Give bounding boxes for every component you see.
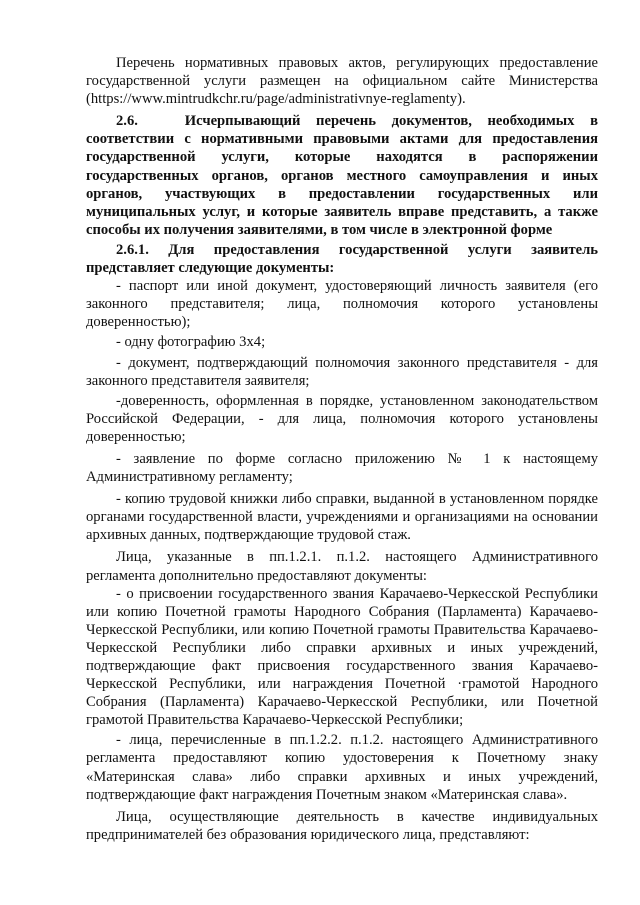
list-item: - паспорт или иной документ, удостоверяющий личность заявителя (его законного представителя; лица, полномочия которого установлены доверенностью); — [86, 278, 598, 331]
document-page — [86, 54, 598, 844]
section-lead: Для предоставления государственной услуги заявитель представляет следующие документы: — [86, 241, 598, 277]
section-2-6-heading — [86, 112, 598, 239]
section-number: 2.6.1. — [116, 241, 149, 258]
list-item: - документ, подтверждающий полномочия законного представителя - для законного представителя заявителя; — [86, 354, 598, 389]
paragraph-additional-docs: Лица, указанные в пп.1.2.1. п.1.2. настоящего Административного регламента дополнительно предоставляют документы: — [86, 549, 598, 584]
section-number: 2.6. — [116, 113, 138, 130]
paragraph-legal-acts: Перечень нормативных правовых актов, регулирующих предоставление государственной услуги размещен на официальном сайте Министерства (https://www.mintrudkchr.ru/page/administrativnye-reglamenty). — [86, 55, 598, 108]
paragraph-entrepreneurs: Лица, осуществляющие деятельность в качестве индивидуальных предпринимателей без образования юридического лица, представляют: — [86, 808, 598, 843]
section-title: Исчерпывающий перечень документов, необходимых в соответствии с нормативными правовыми актами для предоставления государственной услуги, которые находятся в распоряжении государственных органов, органов местного самоуправления и иных органов, участвующих в предоставлении государственных или муниципальных услуг, и которые заявитель вправе представить, а также способы их получения заявителями, в том числе в электронной форме — [86, 113, 598, 238]
list-item: -доверенность, оформленная в порядке, установленном законодательством Российской Федерации, - для лица, полномочия которого установлены доверенностью; — [86, 392, 598, 445]
list-item: - заявление по форме согласно приложению № 1 к настоящему Административному регламенту; — [86, 450, 598, 486]
section-2-6-1 — [86, 241, 598, 277]
list-item: - копию трудовой книжки либо справки, выданной в установленном порядке органами государственной власти, учреждениями и организациями на основании архивных данных, подтверждающие трудовой стаж. — [86, 491, 598, 544]
list-item: - лица, перечисленные в пп.1.2.2. п.1.2. настоящего Административного регламента предоставляют копию удостоверения к Почетному знаку «Материнская слава» либо справки архивных и иных учреждений, подтверждающие факт награждения Почетным знаком «Материнская слава». — [86, 732, 598, 803]
list-item: - о присвоении государственного звания Карачаево-Черкесской Республики или копию Почетной грамоты Народного Собрания (Парламента) Карачаево-Черкесской Республики, или копию Почетной грамоты Правительства Карачаево-Черкесской Республики либо справки архивных и иных учреждений, подтверждающие факт присвоения государственного звания Карачаево-Черкесской Республики, или награждения Почетной ·грамотой Народного Собрания (Парламента) Карачаево-Черкесской Республики, или Почетной грамотой Правительства Карачаево-Черкесской Республики; — [86, 585, 598, 729]
list-item: - одну фотографию 3x4; — [116, 334, 266, 351]
